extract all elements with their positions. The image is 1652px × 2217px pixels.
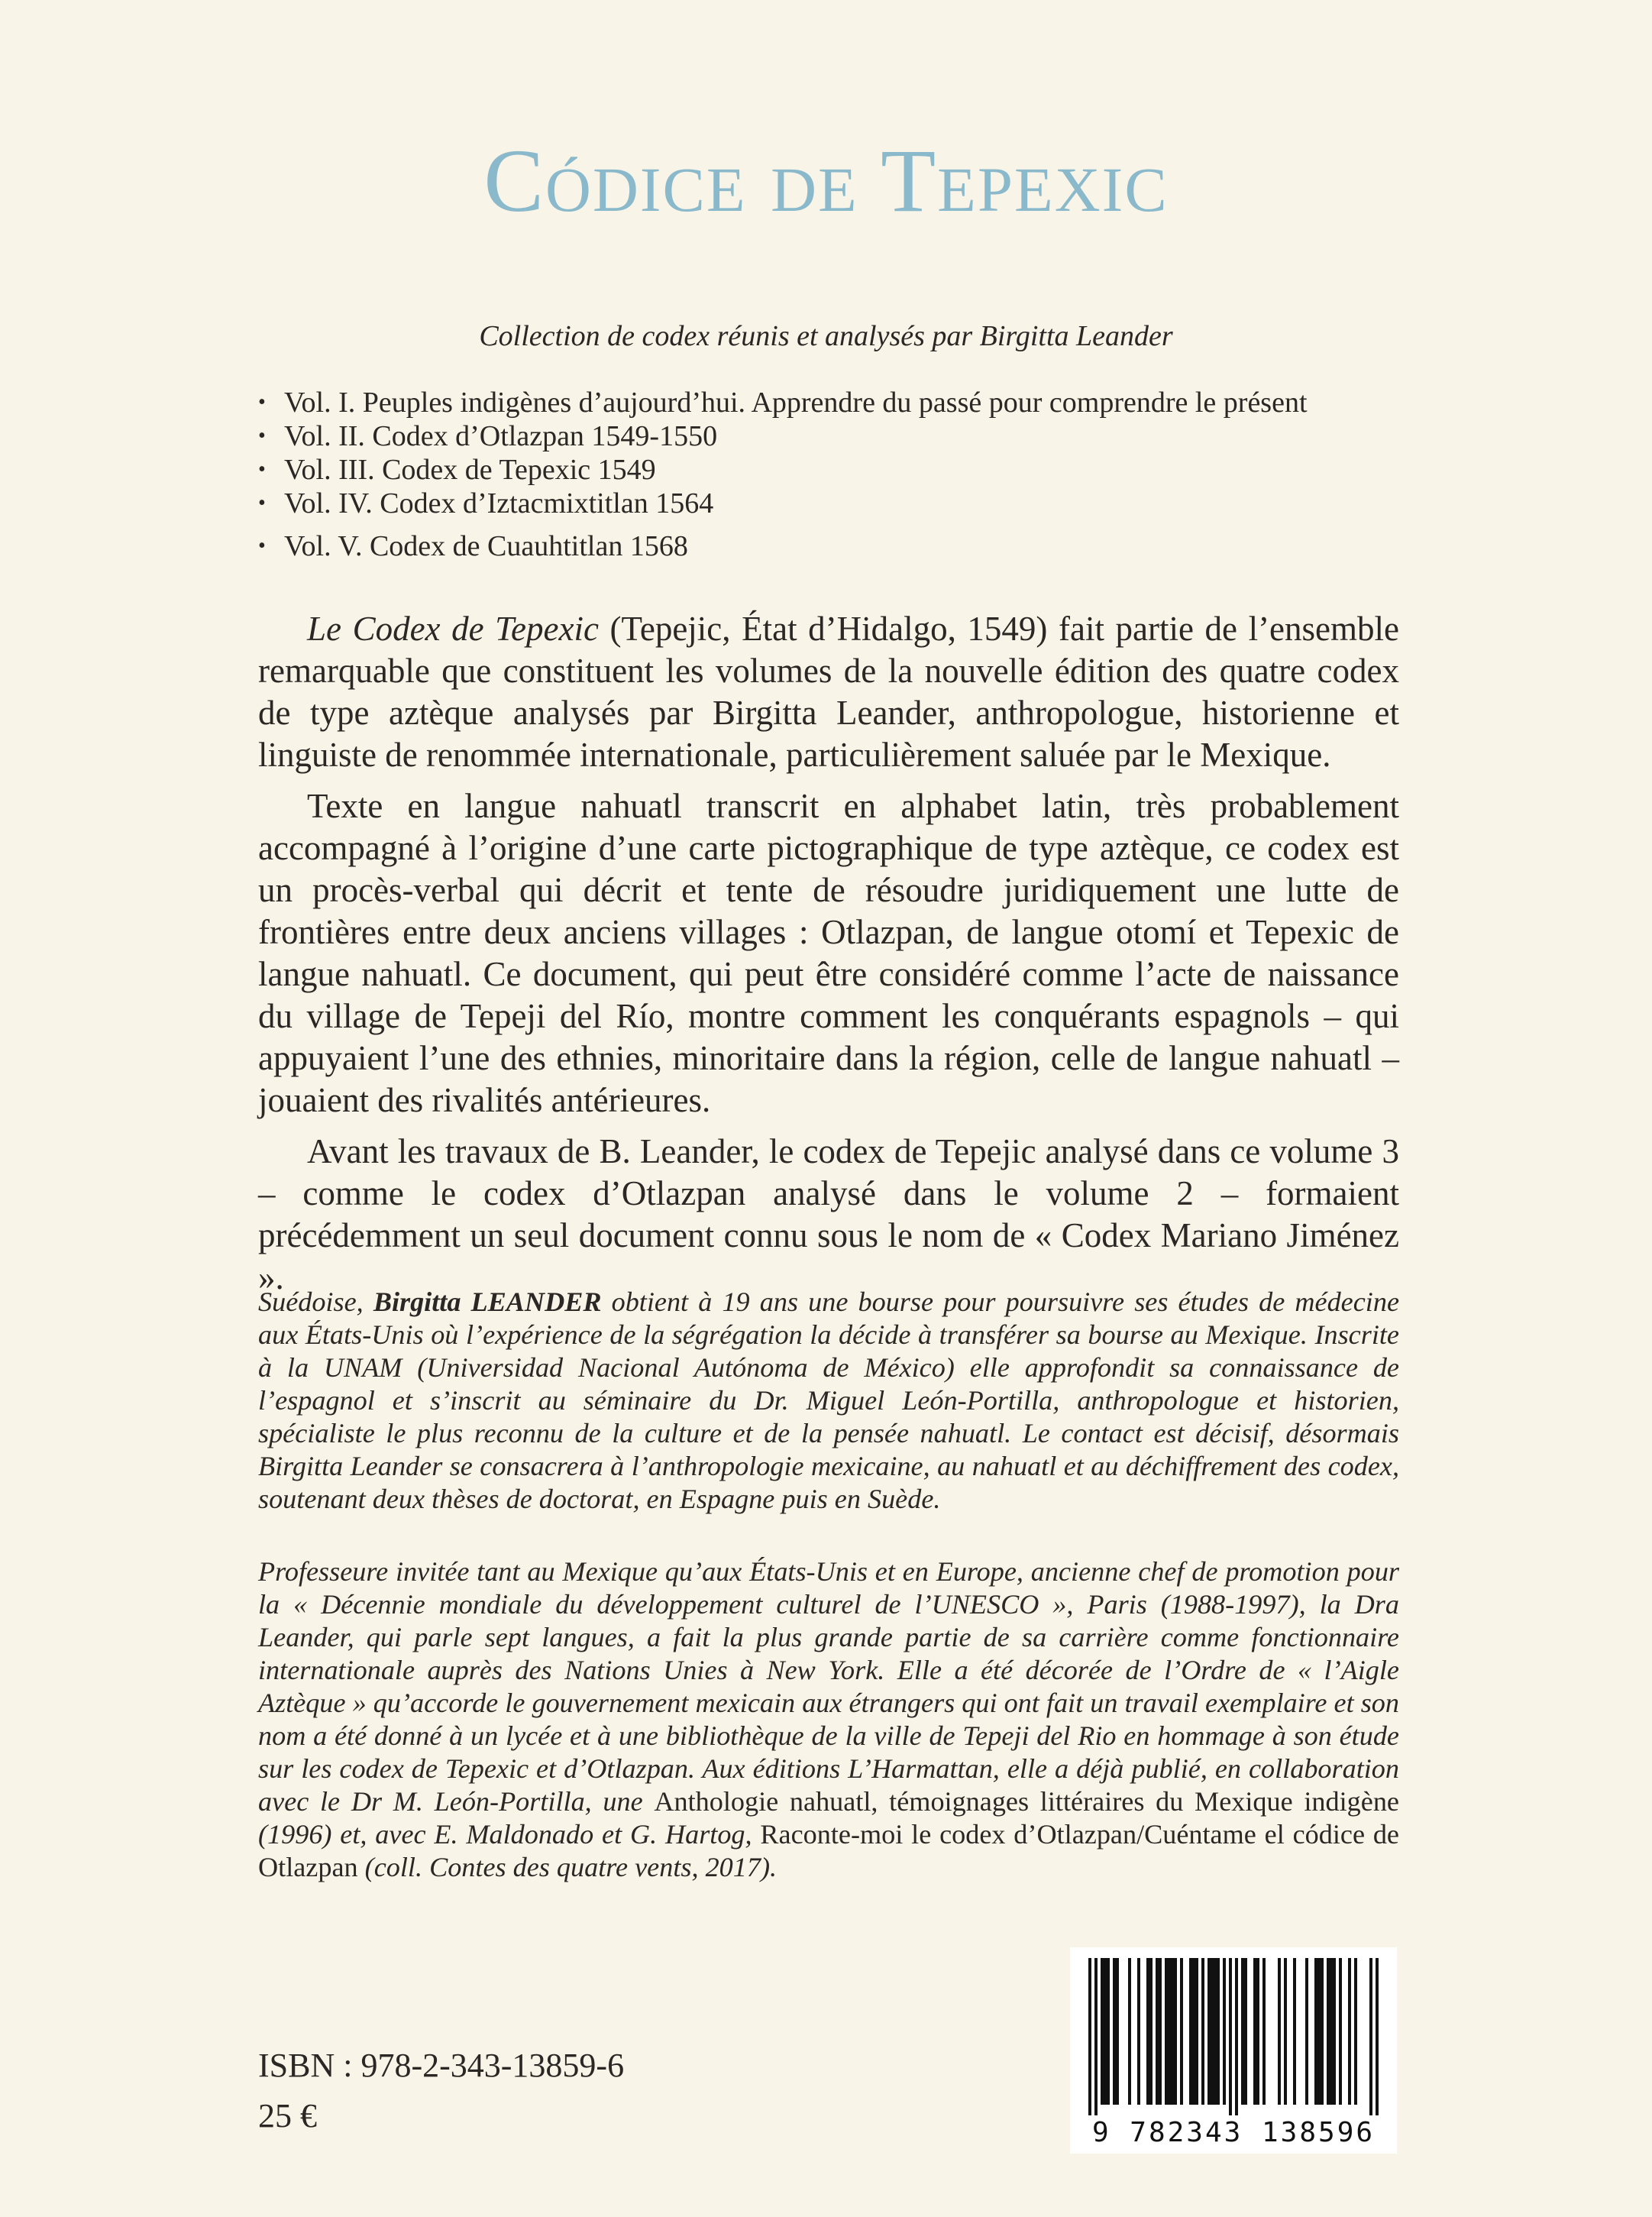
bio2-part1: Professeure invitée tant au Mexique qu’aux États-Unis et en Europe, ancienne chef de promotion pour la « Décennie mondiale du développement culturel de l’UNESCO », Paris (1988-1997), la Dra Leander, qui parle sept langues, a fait la plus grande partie de sa carrière comme fonctionnaire internationale auprès des Nations Unies à New York. Elle a été décorée de l’Ordre de « l’Aigle Aztèque » qu’accorde le gouvernement mexicain aux étrangers qui ont fait un travail exemplaire et son nom a été donné à un lycée et à une bibliothèque de la ville de Tepeji del Rio en hommage à son étude sur les codex de Tepexic et d’Otlazpan. Aux éditions L’Harmattan, elle a déjà publié, en collaboration avec le Dr M. León-Portilla, une (258, 1556, 1399, 1817)
barcode-bar (1314, 1958, 1317, 2105)
barcode-bar (1348, 1958, 1351, 2105)
barcode-bar (1244, 1958, 1247, 2105)
barcode-bar (1321, 1958, 1324, 2105)
bullet-icon: • (258, 458, 266, 481)
barcode-bar (1128, 1958, 1131, 2105)
barcode-bar (1168, 1958, 1171, 2105)
barcode-bar (1113, 1958, 1116, 2105)
volume-label: Vol. II. Codex d’Otlazpan 1549-1550 (284, 420, 718, 452)
barcode-bar (1171, 1958, 1174, 2105)
author-bio-2 (258, 1555, 1399, 1884)
barcode-bar (1376, 1958, 1379, 2115)
summary-text (258, 608, 1399, 1299)
book-title-raconte-moi: Raconte-moi le codex d’Otlazpan/Cuéntame el códice de Otlazpan (258, 1819, 1399, 1882)
barcode-bar (1104, 1958, 1107, 2105)
barcode-bar (1207, 1958, 1211, 2105)
bullet-icon: • (258, 534, 266, 558)
barcode-bar (1180, 1958, 1183, 2105)
book-title-anthologie: Anthologie nahuatl, témoignages littéraires du Mexique indigène (654, 1786, 1399, 1817)
barcode-bar (1201, 1958, 1204, 2105)
barcode-bar (1369, 1958, 1372, 2115)
summary-paragraph-3: Avant les travaux de B. Leander, le codex de Tepejic analysé dans ce volume 3 – comme le codex d’Otlazpan analysé dans le volume 2 – formaient précédemment un seul document connu sous le nom de « Codex Mariano Jiménez ». (258, 1132, 1399, 1296)
author-bio-2-text (258, 1555, 1399, 1884)
volume-label: Vol. IV. Codex d’Iztacmixtitlan 1564 (284, 487, 714, 519)
volume-item (258, 386, 1419, 419)
barcode-bar (1174, 1958, 1177, 2105)
volume-item (258, 453, 1419, 487)
isbn-number: ISBN : 978-2-343-13859-6 (258, 2047, 625, 2084)
summary-paragraph-2: Texte en langue nahuatl transcrit en alphabet latin, très probablement accompagné à l’origine d’une carte pictographique de type aztèque, ce codex est un procès-verbal qui décrit et tente de résoudre juridiquement une lutte de frontières entre deux anciens villages : Otlazpan, de langue otomí et Tepexic de langue nahuatl. Ce document, qui peut être considéré comme l’acte de naissance du village de Tepeji del Río, montre comment les conquérants espagnols – qui appuyaient l’une des ethnies, minoritaire dans la région, celle de langue nahuatl – jouaient des rivalités antérieures. (258, 787, 1399, 1119)
volume-label: Vol. I. Peuples indigènes d’aujourd’hui. Apprendre du passé pour comprendre le présent (284, 387, 1308, 419)
barcode-bar (1192, 1958, 1195, 2105)
barcode-bar (1189, 1958, 1192, 2105)
barcode-bar (1116, 1958, 1119, 2105)
barcode-digits: 9 782343 138596 (1091, 2117, 1376, 2148)
book-title: Códice de Tepexic (483, 131, 1169, 231)
barcode-bar (1278, 1958, 1281, 2105)
price: 25 € (258, 2097, 317, 2134)
bio2-part2: (1996) et, avec E. Maldonado et G. Hartog, (258, 1819, 761, 1850)
bio1-pre: Suédoise, (258, 1287, 373, 1317)
barcode-bar (1156, 1958, 1159, 2105)
bullet-icon: • (258, 491, 266, 515)
barcode-bar (1217, 1958, 1220, 2105)
volume-item (258, 419, 1419, 453)
barcode-bar (1214, 1958, 1217, 2105)
barcode-bar (1088, 1958, 1091, 2115)
volume-label: Vol. V. Codex de Cuauhtitlan 1568 (284, 530, 688, 562)
barcode-bar (1333, 1958, 1336, 2105)
barcode-bar (1305, 1958, 1308, 2105)
barcode-bar (1229, 1958, 1232, 2115)
barcode-bar (1165, 1958, 1168, 2105)
barcode-bar (1211, 1958, 1214, 2105)
bio2-part3: (coll. Contes des quatre vents, 2017). (357, 1852, 778, 1882)
author-name: Birgitta LEANDER (373, 1287, 602, 1317)
bullet-icon: • (258, 424, 266, 448)
author-bio-1-text (258, 1286, 1399, 1516)
barcode-bar (1293, 1958, 1296, 2105)
summary-paragraph-1-text: (Tepejic, État d’Hidalgo, 1549) fait partie de l’ensemble remarquable que constituent les volumes de la nouvelle édition des quatre codex de type aztèque analysés par Birgitta Leander, anthropologue, historienne et linguiste de renommée internationale, particulièrement saluée par le Mexique. (258, 610, 1399, 774)
barcode-icon (1070, 1947, 1397, 2115)
barcode-bar (1195, 1958, 1198, 2105)
volume-item (258, 487, 1419, 520)
barcode-bar (1330, 1958, 1333, 2105)
bullet-icon: • (258, 390, 266, 414)
barcode-bar (1262, 1958, 1266, 2105)
barcode-bar (1101, 1958, 1104, 2105)
volume-label: Vol. III. Codex de Tepexic 1549 (284, 454, 656, 486)
barcode-bar (1235, 1958, 1238, 2115)
barcode-bar (1107, 1958, 1110, 2105)
barcode (1070, 1947, 1397, 2154)
barcode-bar (1327, 1958, 1330, 2105)
codex-title-italic: Le Codex de Tepexic (307, 610, 599, 648)
barcode-bar (1256, 1958, 1259, 2105)
summary-paragraph-1 (258, 608, 1399, 776)
collection-subtitle: Collection de codex réunis et analysés par Birgitta Leander (479, 320, 1173, 352)
barcode-bar (1253, 1958, 1256, 2105)
author-bio-1 (258, 1286, 1399, 1516)
bio1-rest: obtient à 19 ans une bourse pour poursuivre ses études de médecine aux États-Unis où l’expérience de la ségrégation la décide à transférer sa bourse au Mexique. Inscrite à la UNAM (Universidad Nacional Autónoma de México) elle approfondit sa connaissance de l’espagnol et s’inscrit au séminaire du Dr. Miguel León-Portilla, anthropologue et historien, spécialiste le plus reconnu de la culture et de la pensée nahuatl. Le contact est décisif, désormais Birgitta Leander se consacrera à l’anthropologie mexicaine, au nahuatl et au déchiffrement des codex, soutenant deux thèses de doctorat, en Espagne puis en Suède. (258, 1287, 1400, 1514)
barcode-bar (1339, 1958, 1342, 2105)
barcode-bar (1137, 1958, 1140, 2105)
barcode-bar (1159, 1958, 1162, 2105)
barcode-bar (1241, 1958, 1244, 2105)
barcode-bar (1284, 1958, 1287, 2105)
barcode-bar (1149, 1958, 1153, 2105)
barcode-bar (1223, 1958, 1226, 2105)
barcode-bar (1354, 1958, 1357, 2105)
volume-item (258, 529, 1419, 563)
volume-list (258, 386, 1419, 563)
barcode-bar (1146, 1958, 1149, 2105)
barcode-bar (1317, 1958, 1321, 2105)
barcode-bar (1094, 1958, 1098, 2115)
